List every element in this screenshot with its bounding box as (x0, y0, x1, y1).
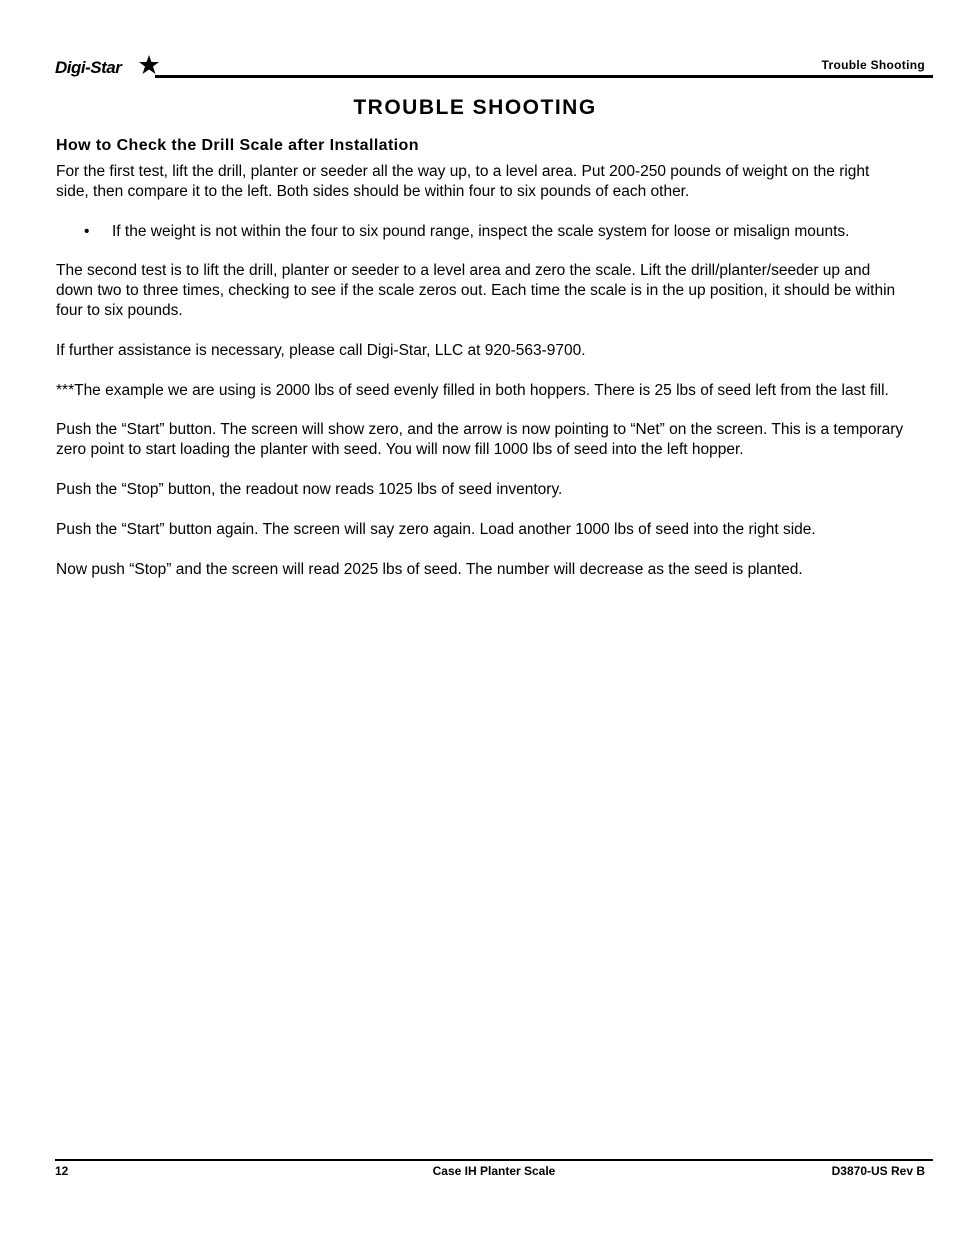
bullet-icon: • (84, 222, 90, 240)
paragraph: For the first test, lift the drill, planter or seeder all the way up, to a level area. Put 200-250 pounds of weight on the right side, then compare it to the left. Both sides should be within four to six pounds of each other. (56, 163, 870, 200)
header-section-title: Trouble Shooting (821, 58, 925, 72)
logo-text: Digi-Star (55, 58, 122, 77)
page-title: TROUBLE SHOOTING (353, 96, 597, 119)
digi-star-logo (55, 58, 121, 78)
document-revision: D3870-US Rev B (831, 1164, 925, 1178)
paragraph: Now push “Stop” and the screen will read 2025 lbs of seed. The number will decrease as the seed is planted. (56, 560, 803, 578)
bullet-text: If the weight is not within the four to six pound range, inspect the scale system for loose or misalign mounts. (112, 222, 850, 240)
page-content (56, 136, 906, 599)
paragraph: Push the “Stop” button, the readout now reads 1025 lbs of seed inventory. (56, 480, 563, 498)
page-footer (55, 1159, 933, 1181)
paragraph: ***The example we are using is 2000 lbs of seed evenly filled in both hoppers. There is 25 lbs of seed left from the last fill. (56, 381, 889, 399)
paragraph: Push the “Start” button again. The screen will say zero again. Load another 1000 lbs of seed into the right side. (56, 520, 816, 538)
page-number: 12 (55, 1164, 69, 1178)
header-rule (155, 75, 933, 78)
document-title: Case IH Planter Scale (432, 1164, 556, 1178)
paragraph: The second test is to lift the drill, planter or seeder to a level area and zero the scale. Lift the drill/planter/seeder up and down two to three times, checking to see if the scale zeros out. Each time the scale is in the up position, it should be within four to six pounds. (56, 262, 896, 319)
section-heading: How to Check the Drill Scale after Installation (56, 137, 419, 154)
bullet-item (56, 222, 906, 242)
page-header (55, 52, 933, 80)
star-icon (137, 55, 159, 75)
paragraph: If further assistance is necessary, please call Digi-Star, LLC at 920-563-9700. (56, 341, 586, 359)
footer-rule (55, 1159, 933, 1161)
paragraph: Push the “Start” button. The screen will show zero, and the arrow is now pointing to “Net” on the screen. This is a temporary zero point to start loading the planter with seed. You will now fill 1000 lbs of seed into the left hopper. (56, 421, 904, 459)
